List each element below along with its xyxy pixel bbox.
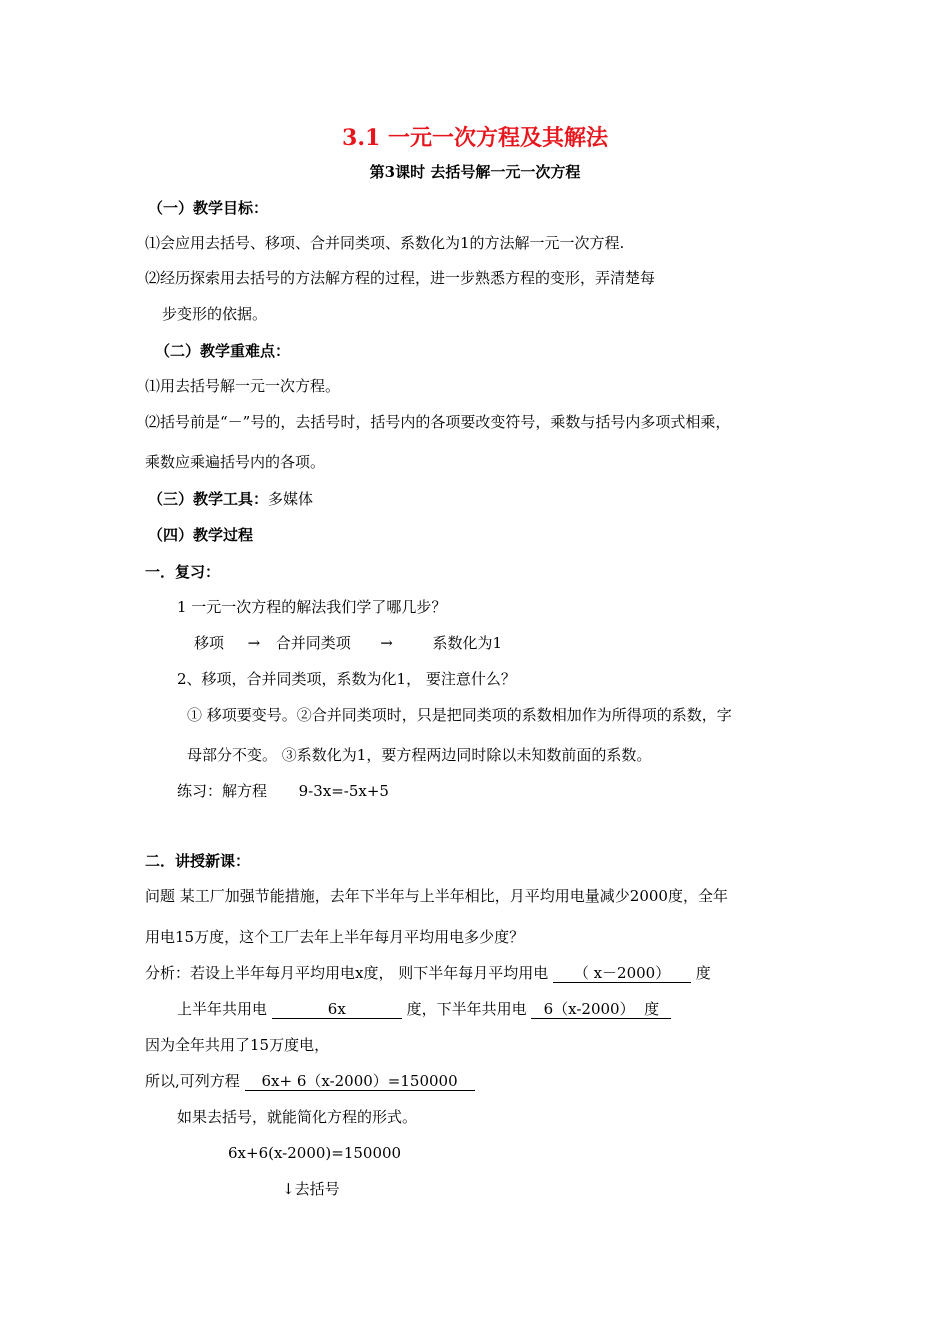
step-coefficient: 系数化为1 xyxy=(432,634,502,652)
objective-item-1: ⑴会应用去括号、移项、合并同类项、系数化为1的方法解一元一次方程. xyxy=(145,234,625,252)
analysis-line-2 xyxy=(177,999,671,1019)
blank-answer-3 xyxy=(531,1000,671,1019)
section-tools xyxy=(148,489,313,509)
new-lesson-heading: 二．讲授新课： xyxy=(145,852,251,870)
analysis-text: 分析：若设上半年每月平均用电x度， 则下半年每月平均用电 xyxy=(145,964,549,982)
section-heading-process: （四）教学过程 xyxy=(148,526,254,544)
document-subtitle: 第3课时 去括号解一元一次方程 xyxy=(369,163,581,181)
blank-answer-3-text: 6（x-2000） xyxy=(543,1000,635,1018)
review-answer-line-2: 母部分不变。 ③系数化为1，要方程两边同时除以未知数前面的系数。 xyxy=(187,746,652,764)
remove-parentheses-label: 去括号 xyxy=(294,1180,340,1198)
blank-answer-2: 6x xyxy=(272,1000,402,1019)
review-steps xyxy=(194,633,502,653)
problem-line-1: 问题 某工厂加强节能措施，去年下半年与上半年相比，月平均用电量减少2000度，全年 xyxy=(145,887,728,905)
practice-equation: 9-3x=-5x+5 xyxy=(298,782,389,800)
analysis-line-1 xyxy=(145,963,711,983)
arrow-right-icon: → xyxy=(380,634,393,652)
section-heading-tools: （三）教学工具： xyxy=(148,490,269,508)
remove-parentheses-step xyxy=(282,1179,340,1199)
equation-label: 所以,可列方程 xyxy=(145,1072,240,1090)
practice-line xyxy=(177,781,389,801)
arrow-down-icon: ↓ xyxy=(282,1180,295,1198)
blank-answer-4: 6x+ 6（x-2000）=150000 xyxy=(245,1072,475,1091)
unit-label: 度 xyxy=(695,964,711,982)
review-question-2: 2、移项，合并同类项，系数为化1， 要注意什么？ xyxy=(177,670,516,688)
analysis-line-4 xyxy=(145,1071,475,1091)
step-move-terms: 移项 xyxy=(194,634,225,652)
step-combine-terms: 合并同类项 xyxy=(275,634,351,652)
keypoint-item-2-cont: 乘数应乘遍括号内的各项。 xyxy=(145,453,326,471)
review-question-1: 1 一元一次方程的解法我们学了哪几步？ xyxy=(177,598,447,616)
arrow-right-icon: → xyxy=(247,634,261,652)
problem-line-2: 用电15万度，这个工厂去年上半年每月平均用电多少度？ xyxy=(145,928,525,946)
section-heading-objectives: （一）教学目标： xyxy=(148,199,269,217)
simplify-note: 如果去括号，就能简化方程的形式。 xyxy=(177,1108,418,1126)
blank-answer-3-unit: 度 xyxy=(644,1000,660,1018)
objective-item-2-cont: 步变形的依据。 xyxy=(162,305,268,323)
document-title: 3.1 一元一次方程及其解法 xyxy=(342,125,608,151)
blank-answer-1: （ x－2000） xyxy=(553,964,691,983)
review-answer-line-1: ① 移项要变号。②合并同类项时，只是把同类项的系数相加作为所得项的系数，字 xyxy=(187,706,732,724)
practice-label: 练习：解方程 xyxy=(177,782,268,800)
second-half-label: 度，下半年共用电 xyxy=(406,1000,527,1018)
equation-display: 6x+6(x-2000)=150000 xyxy=(228,1144,402,1162)
objective-item-2: ⑵经历探索用去括号的方法解方程的过程，进一步熟悉方程的变形，弄清楚每 xyxy=(145,269,656,287)
tools-value: 多媒体 xyxy=(268,490,314,508)
first-half-label: 上半年共用电 xyxy=(177,1000,268,1018)
review-heading: 一．复习： xyxy=(145,563,221,581)
analysis-line-3: 因为全年共用了15万度电， xyxy=(145,1036,330,1054)
section-heading-keypoints: （二）教学重难点： xyxy=(155,342,291,360)
keypoint-item-2: ⑵括号前是“－”号的，去括号时，括号内的各项要改变符号，乘数与括号内多项式相乘， xyxy=(145,413,731,431)
keypoint-item-1: ⑴用去括号解一元一次方程。 xyxy=(145,377,341,395)
